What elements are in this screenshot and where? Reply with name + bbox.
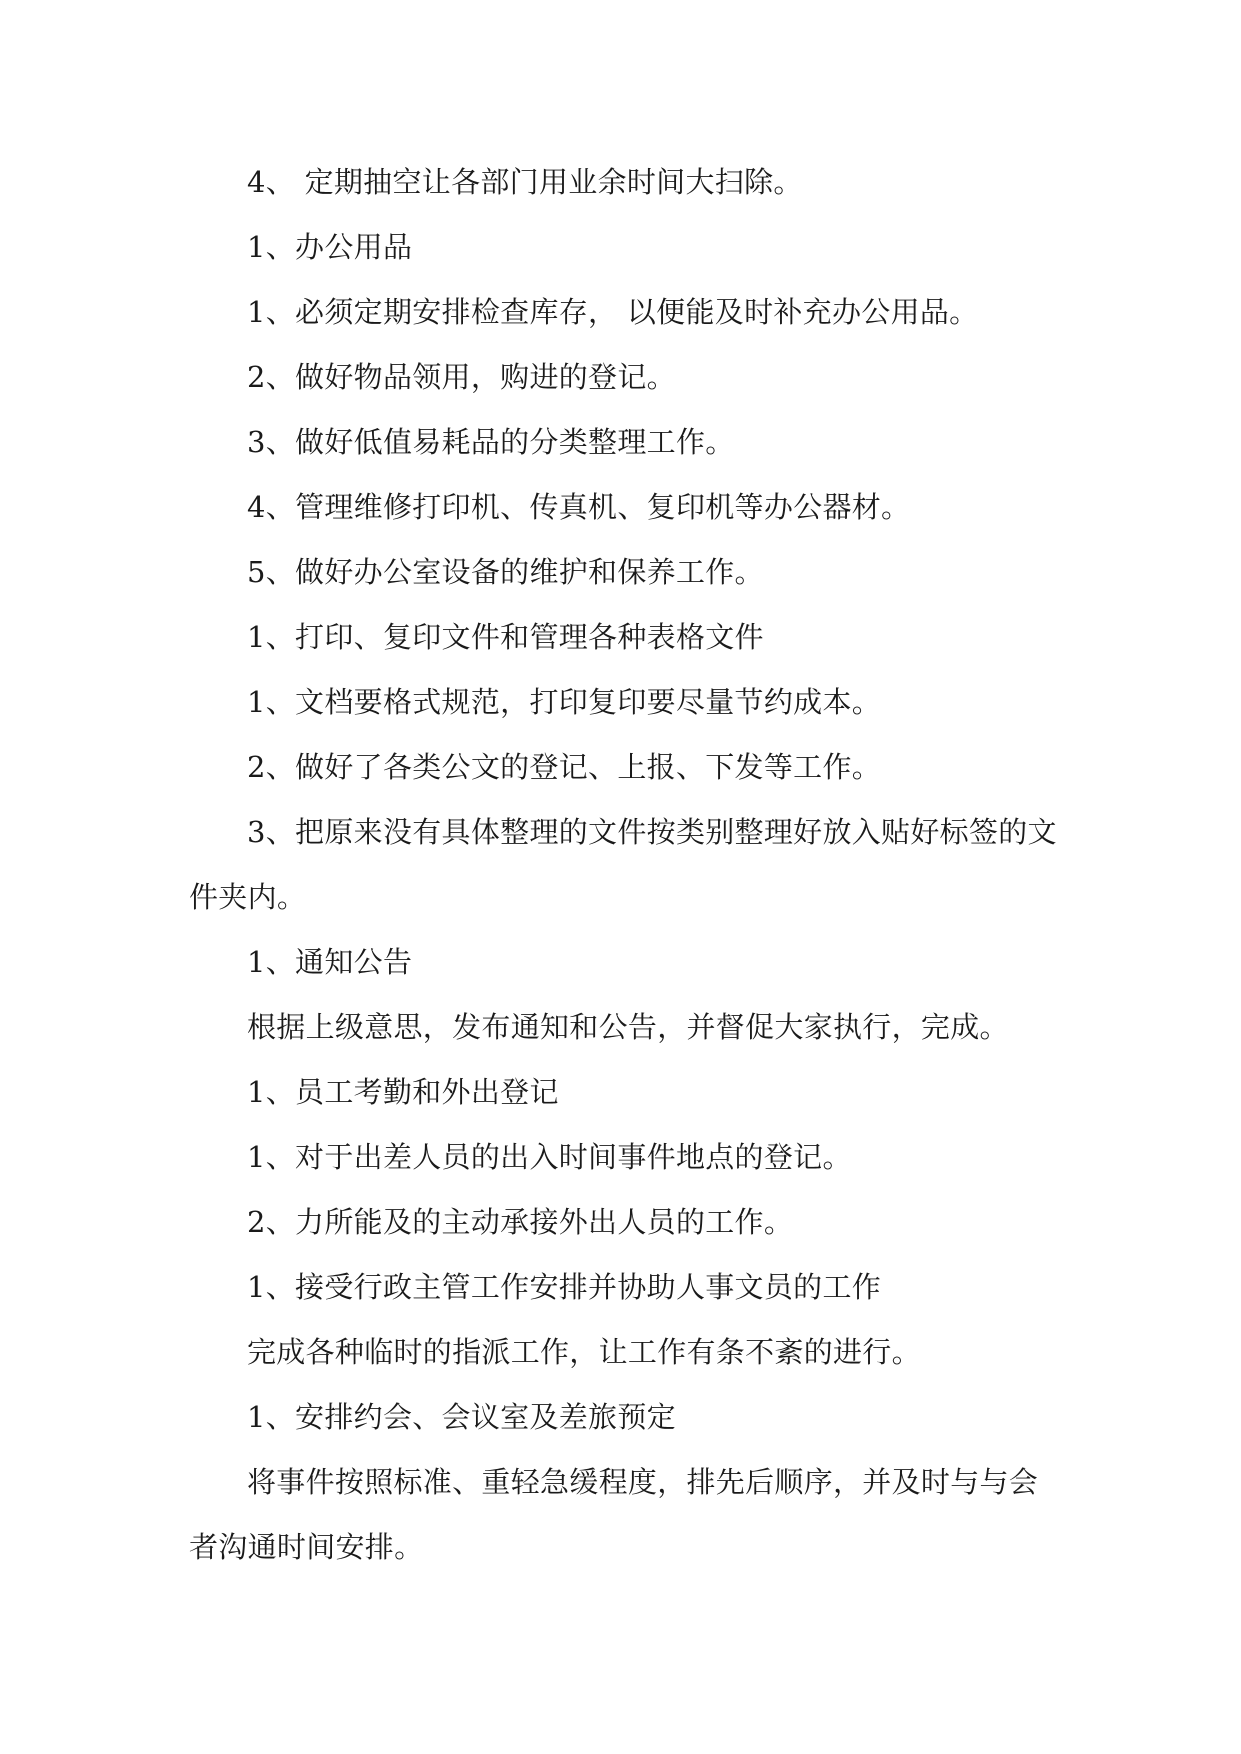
section-heading: 1、安排约会、会议室及差旅预定	[247, 1400, 676, 1434]
section-heading: 1、接受行政主管工作安排并协助人事文员的工作	[247, 1270, 882, 1304]
paragraph: 2、做好物品领用，购进的登记。	[247, 360, 676, 394]
section-heading: 1、通知公告	[247, 945, 413, 979]
paragraph: 4、 定期抽空让各部门用业余时间大扫除。	[247, 165, 803, 199]
paragraph: 1、对于出差人员的出入时间事件地点的登记。	[247, 1140, 852, 1174]
paragraph: 4、管理维修打印机、传真机、复印机等办公器材。	[247, 490, 911, 524]
document-body	[189, 150, 1059, 1580]
paragraph: 2、力所能及的主动承接外出人员的工作。	[247, 1205, 794, 1239]
paragraph: 3、把原来没有具体整理的文件按类别整理好放入贴好标签的文件夹内。	[189, 815, 1057, 914]
section-heading: 1、员工考勤和外出登记	[247, 1075, 559, 1109]
paragraph: 1、必须定期安排检查库存， 以便能及时补充办公用品。	[247, 295, 979, 329]
paragraph: 1、文档要格式规范，打印复印要尽量节约成本。	[247, 685, 882, 719]
paragraph: 2、做好了各类公文的登记、上报、下发等工作。	[247, 750, 882, 784]
paragraph: 根据上级意思，发布通知和公告，并督促大家执行，完成。	[247, 1010, 1009, 1044]
paragraph: 3、做好低值易耗品的分类整理工作。	[247, 425, 735, 459]
paragraph: 将事件按照标准、重轻急缓程度，排先后顺序，并及时与与会者沟通时间安排。	[189, 1465, 1039, 1564]
section-heading: 1、打印、复印文件和管理各种表格文件	[247, 620, 764, 654]
section-heading: 1、办公用品	[247, 230, 413, 264]
paragraph: 5、做好办公室设备的维护和保养工作。	[247, 555, 764, 589]
paragraph: 完成各种临时的指派工作，让工作有条不紊的进行。	[247, 1335, 921, 1369]
